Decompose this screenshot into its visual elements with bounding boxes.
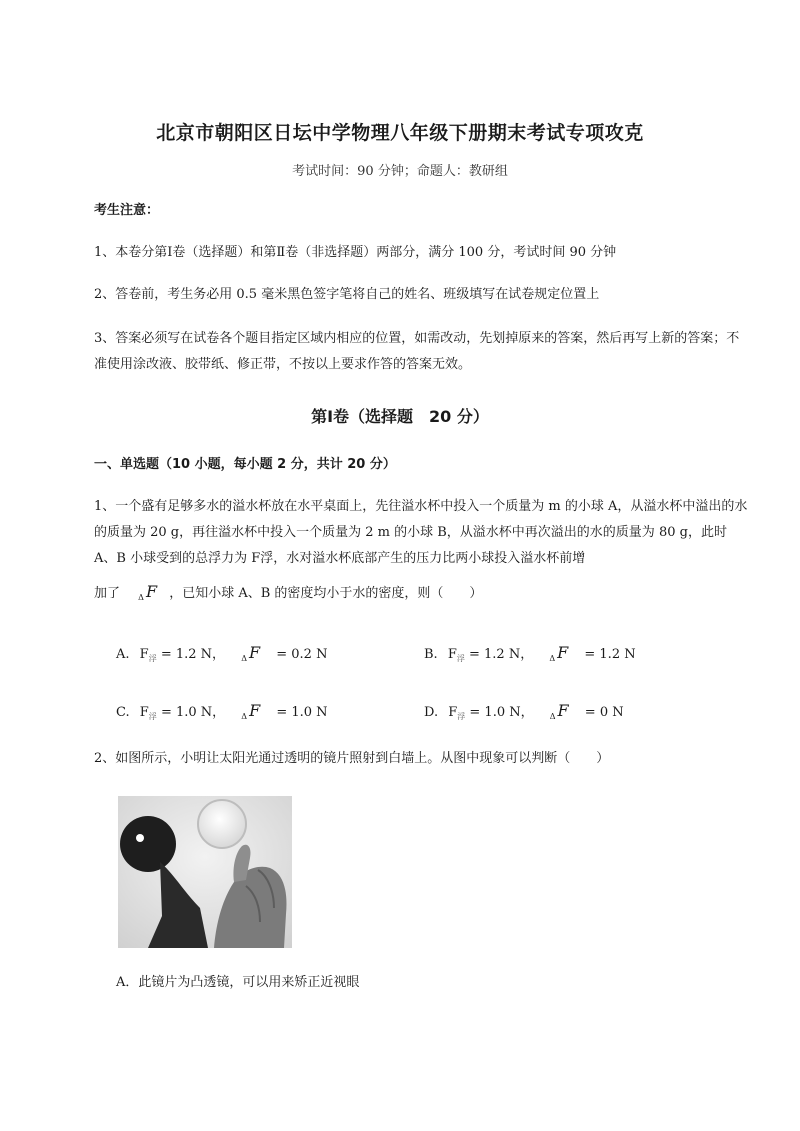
delta-f-symbol bbox=[549, 643, 569, 663]
option-label: D. bbox=[424, 705, 439, 720]
question-2-option-a[interactable]: A．此镜片为凸透镜，可以用来矫正近视眼 bbox=[116, 975, 360, 990]
bright-spot bbox=[136, 834, 144, 842]
delta-f-symbol bbox=[241, 643, 261, 663]
f-subscript: 浮 bbox=[456, 654, 465, 663]
f-symbol: F bbox=[139, 705, 149, 720]
delta-letter: F bbox=[248, 643, 261, 662]
delta-value: = 1.2 N bbox=[584, 647, 636, 662]
delta-letter: F bbox=[557, 701, 569, 720]
option-label: C. bbox=[116, 705, 130, 720]
part-heading: 一、单选题（10 小题，每小题 2 分，共计 20 分） bbox=[94, 457, 396, 472]
delta-prefix: Δ bbox=[241, 654, 247, 663]
lens bbox=[198, 800, 246, 848]
notice-heading: 考生注意： bbox=[94, 203, 160, 218]
delta-f-symbol bbox=[549, 701, 569, 721]
option-label: A. bbox=[116, 647, 130, 662]
question-1-stem: 1、一个盛有足够多水的溢水杯放在水平桌面上，先往溢水杯中投入一个质量为 m 的小球 A，从溢水杯中溢出的水的质量为 20 g，再往溢水杯中投入一个质量为 2 m 的小球 B，从溢水杯中再次溢出的水的质量为 80 g，此时 A、B 小球受到的总浮力为 F浮，水对溢水杯底部产生的压力比两小球投入溢水杯前增 bbox=[94, 499, 748, 566]
stem-text-after: ，已知小球 A、B 的密度均小于水的密度，则（ ） bbox=[169, 586, 483, 601]
delta-f-symbol bbox=[241, 701, 261, 721]
page-title: 北京市朝阳区日坛中学物理八年级下册期末考试专项攻克 bbox=[156, 122, 644, 144]
f-symbol: F bbox=[139, 647, 149, 662]
f-subscript: 浮 bbox=[148, 654, 157, 663]
notice-item-3: 3、答案必须写在试卷各个题目指定区域内相应的位置，如需改动，先划掉原来的答案，然后再写上新的答案；不准使用涂改液、胶带纸、修正带，不按以上要求作答的答案无效。 bbox=[94, 331, 740, 372]
delta-prefix: Δ bbox=[549, 654, 556, 663]
notice-item-1: 1、本卷分第Ⅰ卷（选择题）和第Ⅱ卷（非选择题）两部分，满分 100 分，考试时间 90 分钟 bbox=[94, 245, 617, 260]
delta-letter: F bbox=[557, 643, 569, 662]
question-1-option-d[interactable] bbox=[424, 701, 624, 722]
f-value: = 1.0 N， bbox=[469, 705, 534, 720]
delta-prefix: Δ bbox=[241, 712, 248, 721]
f-value: = 1.2 N， bbox=[469, 647, 534, 662]
question-1-option-a[interactable] bbox=[116, 643, 327, 664]
exam-info: 考试时间：90 分钟；命题人：教研组 bbox=[292, 164, 508, 179]
f-subscript: 浮 bbox=[457, 712, 466, 721]
section-title: 第Ⅰ卷（选择题 20 分） bbox=[311, 407, 489, 426]
f-symbol: F bbox=[448, 705, 458, 720]
stem-text: 加了 bbox=[94, 586, 121, 601]
delta-value: = 0.2 N bbox=[276, 647, 328, 662]
delta-f-symbol bbox=[138, 582, 158, 602]
delta-prefix: Δ bbox=[138, 593, 144, 602]
f-value: = 1.0 N， bbox=[160, 705, 226, 720]
delta-letter: F bbox=[145, 582, 158, 601]
f-subscript: 浮 bbox=[148, 712, 157, 721]
delta-prefix: Δ bbox=[549, 712, 556, 721]
question-1-option-b[interactable] bbox=[424, 643, 636, 664]
f-symbol: F bbox=[447, 647, 457, 662]
delta-value: = 0 N bbox=[584, 705, 624, 720]
question-2-stem: 2、如图所示，小明让太阳光通过透明的镜片照射到白墙上。从图中现象可以判断（ ） bbox=[94, 751, 610, 766]
delta-value: = 1.0 N bbox=[276, 705, 328, 720]
option-label: B. bbox=[424, 647, 438, 662]
question-1-stem-tail bbox=[94, 582, 482, 602]
lens-shadow bbox=[120, 816, 176, 872]
lens-photo-drawing bbox=[118, 796, 292, 948]
notice-item-2: 2、答卷前，考生务必用 0.5 毫米黑色签字笔将自己的姓名、班级填写在试卷规定位置上 bbox=[94, 287, 600, 302]
f-value: = 1.2 N， bbox=[160, 647, 226, 662]
delta-letter: F bbox=[249, 701, 261, 720]
lens-photo bbox=[118, 796, 292, 948]
question-1-option-c[interactable] bbox=[116, 701, 328, 722]
